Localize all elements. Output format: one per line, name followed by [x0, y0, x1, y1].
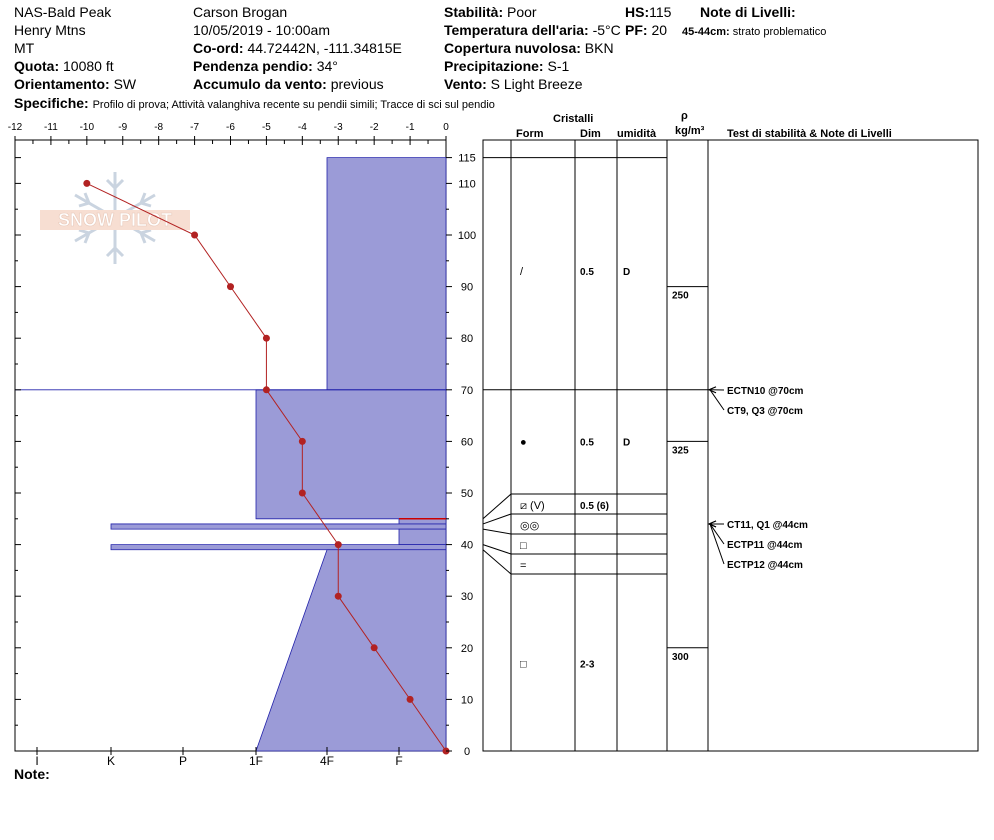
crystal-form: =	[520, 560, 527, 572]
temperature-point	[299, 490, 306, 497]
range: Henry Mtns	[14, 22, 86, 38]
height-tick-label: 90	[460, 281, 474, 294]
crystal-form: ●	[520, 436, 527, 449]
temperature-point	[335, 541, 342, 548]
tests-header: Test di stabilità & Note di Livelli	[727, 128, 892, 140]
coordinates: Co-ord: 44.72442N, -111.34815E	[193, 40, 402, 56]
svg-text:SNOW PILOT: SNOW PILOT	[58, 210, 172, 230]
density-value: 250	[672, 290, 689, 302]
temp-tick-label: -4	[297, 122, 307, 133]
height-tick-label: 60	[460, 436, 474, 449]
precipitation: Precipitazione: S-1	[444, 58, 570, 74]
crystal-form: □	[520, 658, 527, 671]
hardness-layer	[256, 390, 446, 519]
temperature-point	[407, 696, 414, 703]
table-frame	[483, 140, 978, 751]
specifics: Specifiche: Profilo di prova; Attività valanghiva recente su pendii simili; Tracce di sci sul pendio	[14, 95, 495, 111]
height-tick-label: 50	[460, 488, 474, 500]
elevation: Quota: 10080 ft	[14, 58, 114, 74]
crystal-size: 0.5	[580, 437, 594, 449]
test-arrow	[710, 524, 724, 544]
hardness-tick-label: F	[395, 754, 403, 768]
temp-tick-label: -6	[226, 122, 235, 133]
hardness-tick-label: 1F	[248, 754, 264, 768]
hardness-layer	[111, 545, 446, 550]
layer-connector	[483, 529, 511, 534]
stability: Stabilità: Poor	[444, 4, 537, 20]
stratigraphy-table	[483, 140, 978, 751]
temperature-point	[83, 180, 90, 187]
rho-header: ρ	[681, 110, 688, 122]
observer: Carson Brogan	[193, 4, 288, 20]
crystal-size: 0.5	[580, 267, 594, 279]
temp-tick-label: -12	[7, 122, 23, 133]
snowpilot-watermark	[40, 172, 190, 264]
height-tick-label: 30	[460, 591, 474, 604]
temperature-point	[227, 283, 234, 290]
stability-test: ECTP11 @44cm	[727, 540, 803, 551]
temp-tick-label: -1	[405, 122, 415, 133]
test-arrow	[710, 524, 724, 564]
temp-tick-label: -7	[190, 122, 200, 133]
air-temp: Temperatura dell'aria: -5°C	[444, 22, 621, 38]
temperature-point	[263, 386, 270, 393]
state: MT	[14, 40, 35, 56]
temp-tick-label: -11	[44, 122, 58, 133]
temp-tick-label: -10	[79, 122, 95, 133]
crystal-form: ◎◎	[520, 520, 540, 532]
size-header: Dim	[580, 128, 601, 140]
form-header: Form	[516, 128, 544, 140]
layer-notes-title: Note di Livelli:	[700, 4, 796, 20]
crystal-form: □	[520, 540, 527, 552]
hardness-layer	[256, 550, 446, 751]
temp-tick-label: -5	[261, 122, 271, 133]
snow-height: HS:115	[625, 4, 672, 20]
height-tick-label: 70	[460, 384, 474, 397]
hardness-tick-label: P	[178, 754, 188, 768]
hardness-tick-label: 4F	[319, 754, 335, 768]
height-tick-label: 80	[460, 333, 474, 346]
height-tick-label: 10	[460, 694, 474, 707]
temp-tick-label: -8	[154, 122, 164, 133]
temperature-point	[335, 593, 342, 600]
layer-note: 45-44cm: strato problematico	[682, 26, 827, 38]
slope: Pendenza pendio: 34°	[193, 58, 338, 74]
location: NAS-Bald Peak	[14, 4, 112, 20]
temperature-point	[299, 438, 306, 445]
foot-penetration: PF: 20	[625, 22, 668, 38]
moisture-header: umidità	[617, 128, 657, 140]
layer-connector	[483, 550, 511, 574]
temp-tick-label: -9	[118, 122, 128, 133]
stability-test: ECTP12 @44cm	[727, 560, 803, 571]
height-tick-label: 40	[460, 539, 474, 552]
layer-connector	[483, 545, 511, 554]
hardness-layer	[399, 519, 446, 524]
height-tick-label: 100	[457, 230, 477, 242]
aspect: Orientamento: SW	[14, 76, 137, 92]
stability-test: CT11, Q1 @44cm	[727, 520, 808, 531]
density-value: 325	[672, 445, 689, 457]
hardness-tick-label: K	[106, 754, 116, 768]
temp-tick-label: 0	[443, 122, 449, 133]
datetime: 10/05/2019 - 10:00am	[193, 22, 330, 38]
moisture: D	[623, 437, 631, 449]
hardness-layer	[111, 524, 446, 529]
height-tick-label: 20	[460, 642, 474, 655]
note-label: Note:	[14, 766, 50, 782]
wind-loading: Accumulo da vento: previous	[193, 76, 384, 92]
hardness-layer	[327, 158, 446, 390]
moisture: D	[623, 267, 631, 279]
crystal-size: 2-3	[580, 659, 595, 671]
wind: Vento: S Light Breeze	[444, 76, 583, 92]
stability-test: ECTN10 @70cm	[727, 386, 804, 397]
crystal-size: 0.5 (6)	[580, 501, 609, 512]
hardness-tick-label: I	[35, 754, 39, 768]
density-value: 300	[672, 651, 689, 663]
temp-tick-label: -3	[333, 122, 343, 133]
crystal-form: ⧄ (V)	[520, 500, 545, 512]
hardness-profile	[15, 158, 446, 751]
hardness-layer	[399, 529, 446, 544]
temperature-point	[371, 644, 378, 651]
height-tick-label: 115	[458, 152, 476, 165]
density-unit-header: kg/m³	[675, 125, 705, 137]
height-tick-label: 110	[458, 178, 476, 191]
test-arrow	[710, 390, 724, 410]
temp-tick-label: -2	[369, 122, 379, 133]
cloud-cover: Copertura nuvolosa: BKN	[444, 40, 614, 56]
temperature-point	[263, 335, 270, 342]
stability-test: CT9, Q3 @70cm	[727, 406, 803, 417]
height-tick-label: 0	[463, 746, 471, 758]
temperature-point	[191, 232, 198, 239]
crystals-header: Cristalli	[553, 113, 594, 125]
crystal-form: /	[520, 266, 524, 279]
